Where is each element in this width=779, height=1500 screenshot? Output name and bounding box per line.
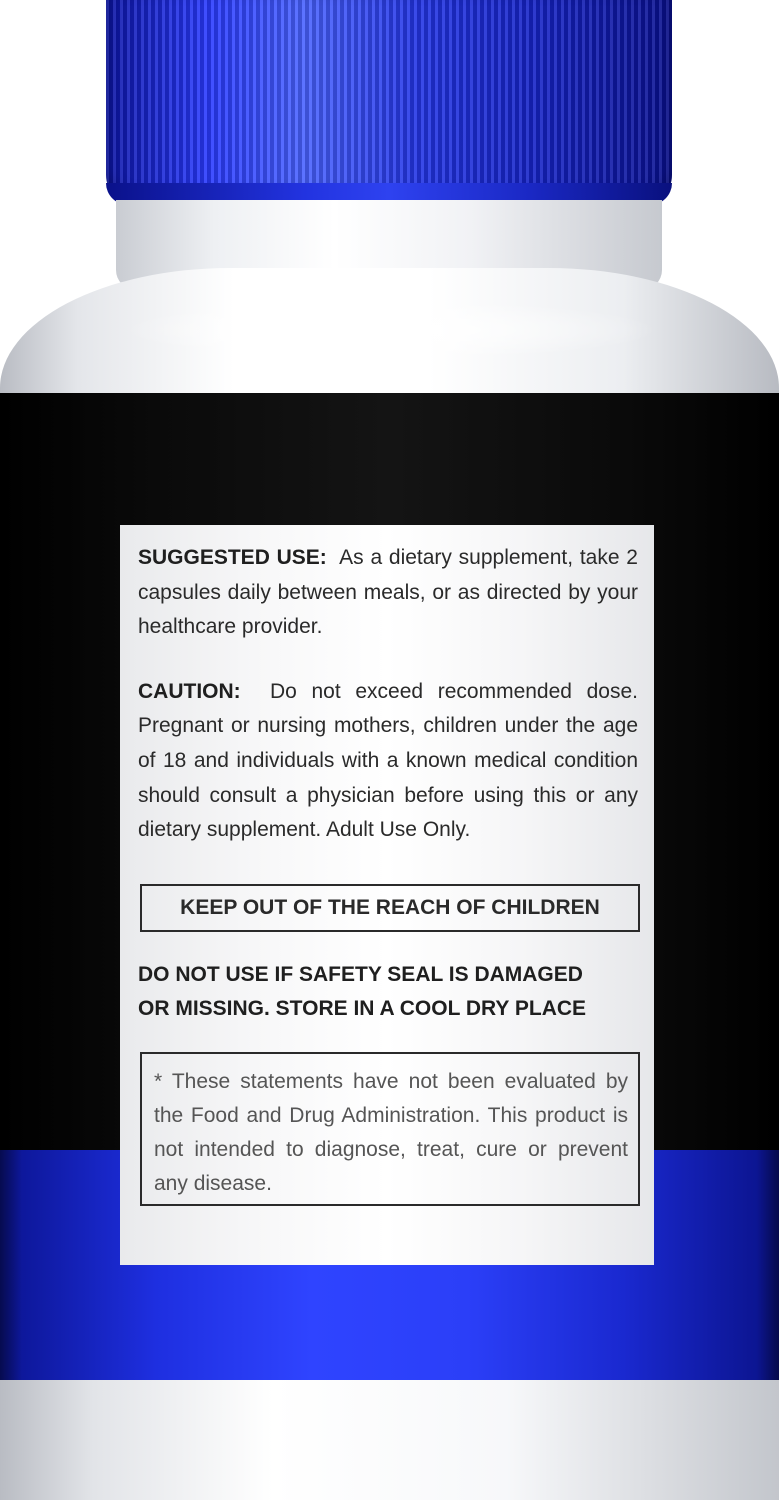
safety-warning-line-2: OR MISSING. STORE IN A COOL DRY PLACE: [138, 996, 587, 1020]
bottle-edge-shadow-left: [0, 393, 22, 1380]
bottle-base: [0, 1380, 779, 1500]
caution-paragraph: [138, 675, 638, 848]
safety-seal-warning: [138, 958, 638, 1026]
bottle-edge-shadow-right: [757, 393, 779, 1380]
keep-out-of-reach-box: [140, 884, 640, 932]
caution-heading: CAUTION:: [138, 679, 241, 703]
bottle-highlight: [120, 300, 660, 360]
suggested-use-text: As a dietary supplement, take 2 capsules daily between meals, or as directed by your healthcare provider.: [138, 546, 638, 639]
keep-out-of-reach-text: KEEP OUT OF THE REACH OF CHILDREN: [180, 895, 600, 919]
safety-warning-line-1: DO NOT USE IF SAFETY SEAL IS DAMAGED: [138, 962, 583, 986]
suggested-use-paragraph: [138, 541, 638, 645]
fda-disclaimer-box: [140, 1052, 640, 1206]
supplement-facts-label: [120, 525, 654, 1265]
caution-text: Do not exceed recommended dose. Pregnant or nursing mothers, children under the age of 18 and individuals with a known medical condition should consult a physician before using this or any dietary supplement. Adult Use Only.: [138, 679, 638, 842]
suggested-use-heading: SUGGESTED USE:: [138, 546, 327, 569]
bottle-cap: [106, 0, 672, 205]
fda-disclaimer-text: * These statements have not been evaluated by the Food and Drug Administration. This product is not intended to diagnose, treat, cure or prevent any disease.: [154, 1069, 628, 1195]
